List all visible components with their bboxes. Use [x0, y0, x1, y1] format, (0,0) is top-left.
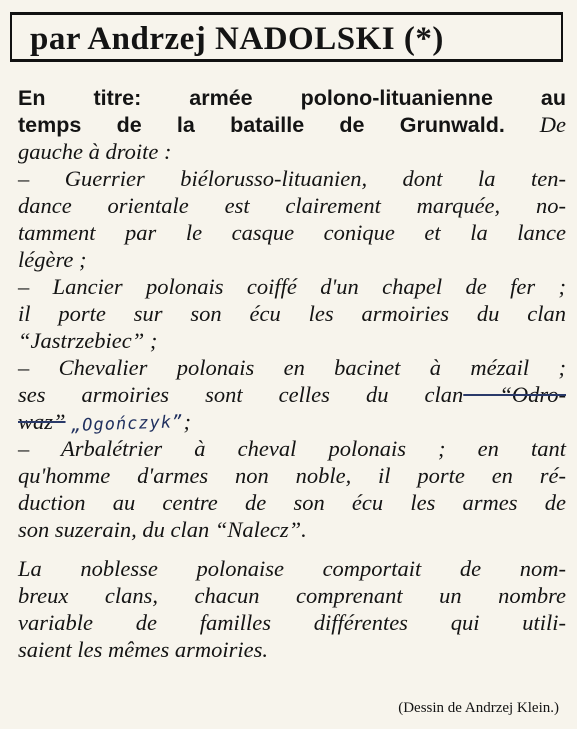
caption-line-20: variable de familles différentes qui utili- [18, 610, 566, 635]
caption-bold: temps de la bataille de Grunwald. [18, 113, 505, 137]
caption-line-13 [18, 408, 566, 435]
caption-line-11: – Chevalier polonais en bacinet à mézail ; [18, 355, 566, 380]
caption-line-10: “Jastrzebiec” ; [18, 328, 158, 353]
caption-line-19: breux clans, chacun comprenant un nombre [18, 583, 566, 608]
caption-text-segment: De [504, 112, 566, 137]
caption-line-12 [18, 381, 566, 408]
struck-out-text: “Odro- [463, 382, 566, 407]
caption-line-15: qu'homme d'armes non noble, il porte en ré- [18, 463, 566, 488]
paragraph-gap [18, 543, 566, 555]
caption-line-9: il porte sur son écu les armoiries du clan [18, 301, 566, 326]
caption-text-segment: ; [183, 409, 192, 434]
caption-line-17: son suzerain, du clan “Nalecz”. [18, 517, 307, 542]
caption-line-3: gauche à droite : [18, 139, 172, 164]
caption-line-4: – Guerrier biélorusso-lituanien, dont la ten- [18, 166, 566, 191]
caption-text-segment: ses armoiries sont celles du clan [18, 382, 464, 407]
caption-line-6: tamment par le casque conique et la lance [18, 220, 566, 245]
caption-line-7: légère ; [18, 247, 87, 272]
caption-line-14: – Arbalétrier à cheval polonais ; en tant [18, 436, 566, 461]
author-header-box [10, 12, 563, 62]
illustration-credit: (Dessin de Andrzej Klein.) [398, 700, 559, 716]
caption-bold: En titre: armée polono-lituanienne au [18, 86, 566, 110]
caption-line-2 [18, 111, 566, 138]
caption-line-1 [18, 84, 566, 111]
caption-line-5: dance orientale est clairement marquée, no- [18, 193, 566, 218]
handwritten-correction: „Ogończyk” [70, 412, 184, 436]
caption-line-8: – Lancier polonais coiffé d'un chapel de fer ; [18, 274, 566, 299]
caption-text [18, 84, 566, 663]
struck-out-text: waz” [18, 409, 66, 434]
author-byline: par Andrzej NADOLSKI (*) [30, 21, 444, 57]
caption-line-18: La noblesse polonaise comportait de nom- [18, 556, 566, 581]
caption-line-21: saient les mêmes armoiries. [18, 637, 268, 662]
caption-line-16: duction au centre de son écu les armes de [18, 490, 566, 515]
